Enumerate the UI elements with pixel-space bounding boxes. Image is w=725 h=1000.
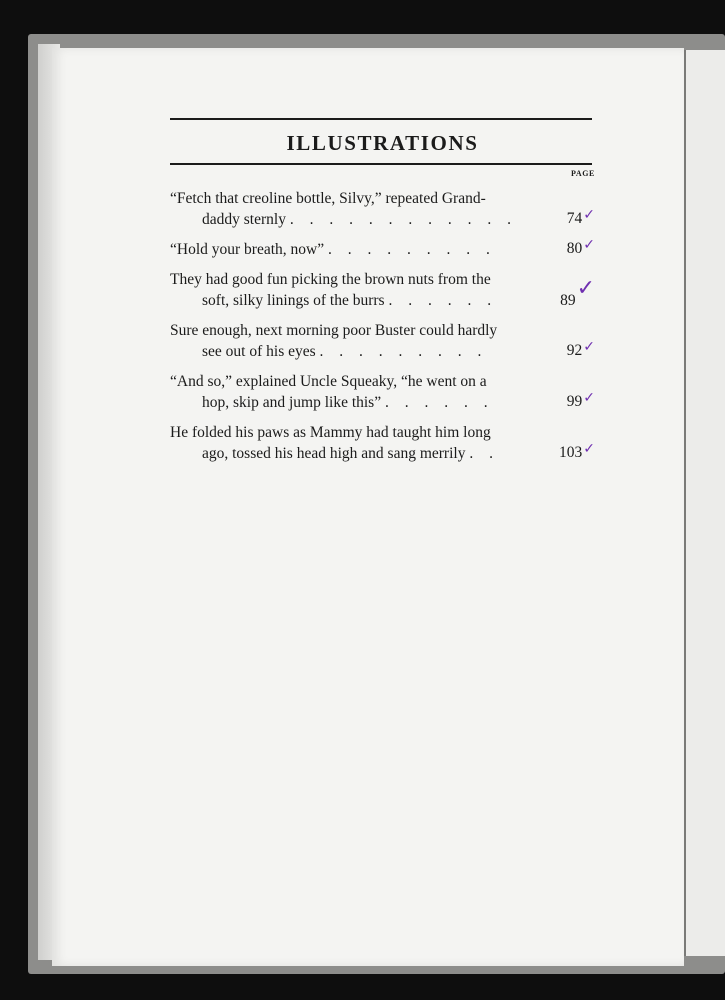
page-title: ILLUSTRATIONS xyxy=(286,131,479,155)
check-mark-icon: ✓ xyxy=(583,390,595,406)
check-mark-icon: ✓ xyxy=(576,276,595,301)
leader-dots: . . . . . . . . . xyxy=(319,343,488,360)
entry-line: soft, silky linings of the burrs . . . . . . xyxy=(202,292,498,309)
list-item xyxy=(170,371,595,413)
entry-line: daddy sternly . . . . . . . . . . . . xyxy=(202,211,517,228)
page-column-label: PAGE xyxy=(570,169,595,178)
entry-line: ago, tossed his head high and sang merrily . . xyxy=(202,445,499,462)
check-mark-icon: ✓ xyxy=(583,237,595,253)
list-item xyxy=(170,188,595,230)
list-item xyxy=(170,422,595,464)
leader-dots: . . . . . . xyxy=(388,292,498,309)
page-number: 92✓ xyxy=(566,339,595,359)
entry-line: “Hold your breath, now” . . . . . . . . . xyxy=(170,241,496,258)
entry-line: “Fetch that creoline bottle, Silvy,” repeated Grand- xyxy=(170,190,486,207)
list-item xyxy=(170,239,595,260)
entry-line: Sure enough, next morning poor Buster could hardly xyxy=(170,322,498,339)
entry-line: They had good fun picking the brown nuts from the xyxy=(170,271,491,288)
page-number: 89✓ xyxy=(560,276,595,309)
illustrations-list xyxy=(170,118,595,464)
entry-line: He folded his paws as Mammy had taught him long xyxy=(170,424,491,441)
list-item xyxy=(170,320,595,362)
check-mark-icon: ✓ xyxy=(583,207,595,223)
check-mark-icon: ✓ xyxy=(583,441,595,457)
page-number: 99✓ xyxy=(566,390,595,410)
list-item xyxy=(170,269,595,311)
page-number: 74✓ xyxy=(566,207,595,227)
entry-line: hop, skip and jump like this” . . . . . . xyxy=(202,394,494,411)
adjacent-page xyxy=(684,50,725,956)
leader-dots: . . . . . . xyxy=(384,394,494,411)
check-mark-icon: ✓ xyxy=(583,339,595,355)
page-number: 80✓ xyxy=(566,237,595,257)
top-rule xyxy=(170,118,592,120)
entry-line: see out of his eyes . . . . . . . . . xyxy=(202,343,488,360)
leader-dots: . . . . . . . . . xyxy=(327,241,496,258)
entry-line: “And so,” explained Uncle Squeaky, “he went on a xyxy=(170,373,487,390)
leader-dots: . . . . . . . . . . . . xyxy=(289,211,517,228)
leader-dots: . . xyxy=(469,445,499,462)
bottom-rule xyxy=(170,163,592,165)
page-number: 103✓ xyxy=(559,441,595,461)
